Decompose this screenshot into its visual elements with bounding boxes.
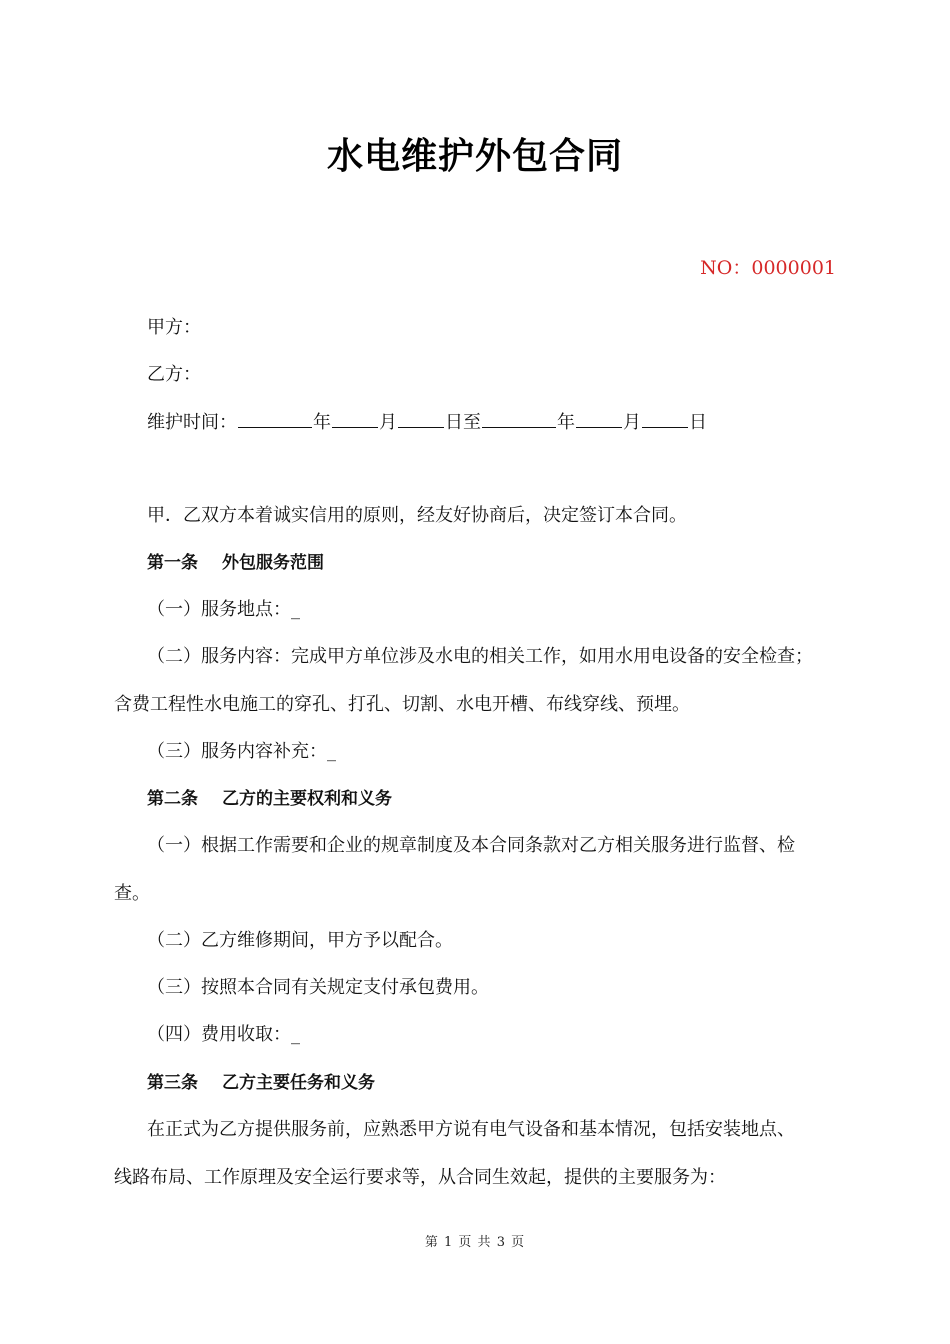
year-label: 年 — [313, 412, 331, 433]
article1-title: 外包服务范围 — [222, 553, 324, 573]
party-a-label: 甲方： — [147, 317, 201, 338]
end-year-blank — [482, 409, 556, 428]
intro-paragraph: 甲．乙双方本着诚实信用的原则，经友好协商后，决定签订本合同。 — [147, 505, 687, 526]
day2-label: 日 — [689, 412, 707, 433]
day-to-label: 日至 — [445, 412, 481, 433]
maintenance-period — [147, 409, 877, 436]
article2-item3: （三）按照本合同有关规定支付承包费用。 — [147, 977, 489, 998]
start-year-blank — [238, 409, 312, 428]
article1-item1: （一）服务地点：_ — [147, 599, 300, 620]
article3-title: 乙方主要任务和义务 — [222, 1073, 375, 1093]
article3-number: 第三条 — [147, 1073, 198, 1093]
year2-label: 年 — [557, 412, 575, 433]
article2-item2: （二）乙方维修期间，甲方予以配合。 — [147, 930, 453, 951]
article3-heading — [147, 1070, 877, 1096]
party-b-label: 乙方： — [147, 364, 201, 385]
month-label: 月 — [379, 412, 397, 433]
article2-item4: （四）费用收取：_ — [147, 1024, 300, 1045]
start-day-blank — [398, 409, 444, 428]
start-month-blank — [332, 409, 378, 428]
article2-title: 乙方的主要权利和义务 — [222, 789, 392, 809]
article1-item2-line1: （二）服务内容：完成甲方单位涉及水电的相关工作，如用水用电设备的安全检查； — [147, 646, 813, 667]
article2-heading — [147, 786, 877, 812]
month2-label: 月 — [623, 412, 641, 433]
article1-heading — [147, 550, 877, 576]
article2-item1-line2: 查。 — [114, 883, 150, 904]
article1-number: 第一条 — [147, 553, 198, 573]
article3-para-line1: 在正式为乙方提供服务前，应熟悉甲方说有电气设备和基本情况，包括安装地点、 — [147, 1119, 795, 1140]
end-day-blank — [642, 409, 688, 428]
article3-para-line2: 线路布局、工作原理及安全运行要求等，从合同生效起，提供的主要服务为： — [114, 1167, 726, 1188]
article1-item2-line2: 含费工程性水电施工的穿孔、打孔、切割、水电开槽、布线穿线、预埋。 — [114, 694, 690, 715]
article2-item1-line1: （一）根据工作需要和企业的规章制度及本合同条款对乙方相关服务进行监督、检 — [147, 835, 795, 856]
contract-number: NO：0000001 — [700, 257, 836, 279]
page-footer: 第 1 页 共 3 页 — [424, 1235, 526, 1250]
period-label: 维护时间： — [147, 412, 237, 433]
article2-number: 第二条 — [147, 789, 198, 809]
end-month-blank — [576, 409, 622, 428]
article1-item3: （三）服务内容补充：_ — [147, 741, 336, 762]
document-title: 水电维护外包合同 — [326, 136, 623, 177]
